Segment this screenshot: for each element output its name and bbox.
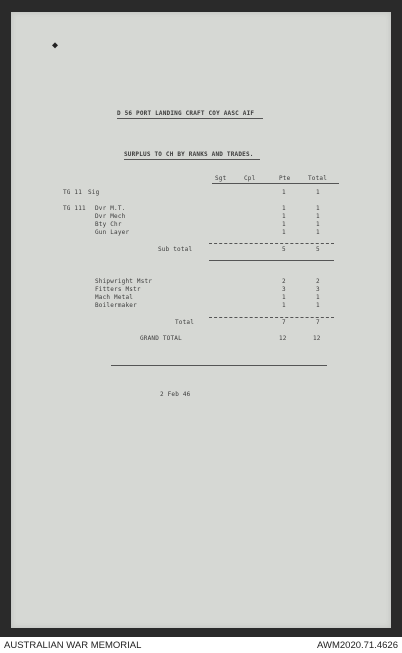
subtitle-underline	[124, 159, 260, 160]
row-pte: 1	[282, 229, 286, 236]
col-header-pte: Pte	[279, 175, 291, 182]
subtotal-rule	[209, 243, 334, 244]
grand-total-label: GRAND TOTAL	[140, 335, 182, 342]
col-header-cpl: Cpl	[244, 175, 256, 182]
group-code: TG 11	[63, 189, 83, 196]
row-pte: 1	[282, 302, 286, 309]
total-total: 7	[316, 319, 320, 326]
row-total: 3	[316, 286, 320, 293]
total-rule	[209, 317, 334, 318]
row-label: Shipwright Mstr	[95, 278, 153, 285]
group-code: TG 111	[63, 205, 86, 212]
col-header-total: Total	[308, 175, 328, 182]
row-pte: 3	[282, 286, 286, 293]
archive-footer	[0, 637, 402, 653]
punch-hole-mark: ◆	[52, 40, 59, 51]
row-label: Gun Layer	[95, 229, 130, 236]
row-total: 1	[316, 302, 320, 309]
row-label: Boilermaker	[95, 302, 137, 309]
subtotal-label: Sub total	[158, 246, 193, 253]
row-total: 2	[316, 278, 320, 285]
row-label: Sig	[88, 189, 100, 196]
subtotal-total: 5	[316, 246, 320, 253]
row-total: 1	[316, 221, 320, 228]
row-label: Dvr Mech	[95, 213, 126, 220]
document-date: 2 Feb 46	[160, 391, 191, 398]
row-pte: 1	[282, 189, 286, 196]
row-total: 1	[316, 205, 320, 212]
closing-rule	[111, 365, 327, 366]
row-total: 1	[316, 189, 320, 196]
header-underline	[212, 183, 339, 184]
subtotal-double-rule	[209, 260, 334, 261]
title-underline	[117, 118, 263, 119]
row-total: 1	[316, 213, 320, 220]
document-page	[11, 12, 391, 628]
total-pte: 7	[282, 319, 286, 326]
row-total: 1	[316, 294, 320, 301]
row-label: Dvr M.T.	[95, 205, 126, 212]
row-pte: 1	[282, 205, 286, 212]
row-pte: 1	[282, 294, 286, 301]
grand-total-pte: 12	[279, 335, 287, 342]
row-total: 1	[316, 229, 320, 236]
row-pte: 1	[282, 221, 286, 228]
row-label: Mach Metal	[95, 294, 134, 301]
total-label: Total	[175, 319, 195, 326]
archive-name: AUSTRALIAN WAR MEMORIAL	[4, 640, 142, 651]
grand-total-total: 12	[313, 335, 321, 342]
subtotal-pte: 5	[282, 246, 286, 253]
col-header-sgt: Sgt	[215, 175, 227, 182]
document-subtitle: SURPLUS TO CH BY RANKS AND TRADES.	[124, 151, 254, 158]
row-pte: 1	[282, 213, 286, 220]
row-pte: 2	[282, 278, 286, 285]
row-label: Bty Chr	[95, 221, 122, 228]
row-label: Fitters Mstr	[95, 286, 141, 293]
document-title: D 56 PORT LANDING CRAFT COY AASC AIF	[117, 110, 255, 117]
archive-reference: AWM2020.71.4626	[317, 640, 398, 651]
